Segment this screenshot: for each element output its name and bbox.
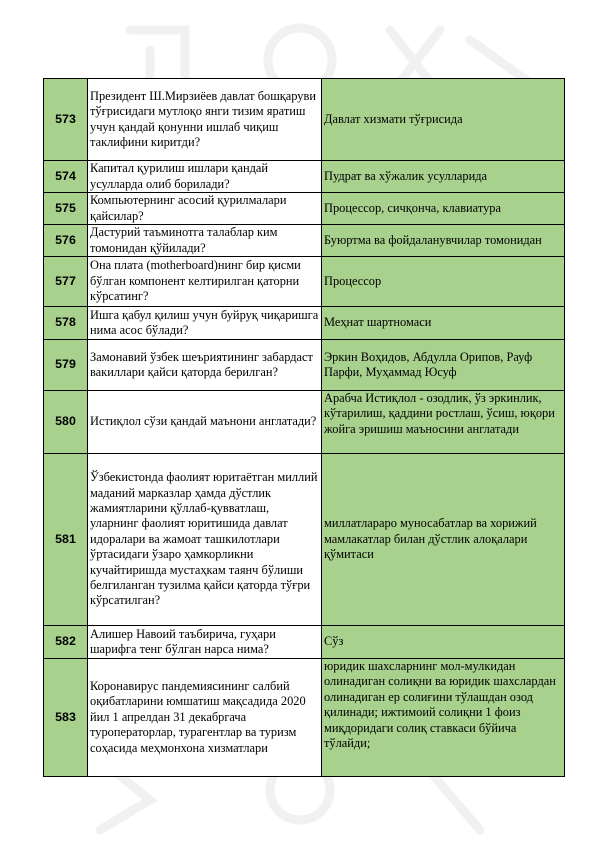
question-text: Истиқлол сўзи қандай маънони англатади?: [88, 391, 322, 454]
table-row: [44, 193, 565, 225]
table-row: [44, 454, 565, 626]
table-row: [44, 391, 565, 454]
answer-text: Давлат хизмати тўғрисида: [322, 79, 565, 161]
question-number: 577: [44, 257, 88, 307]
table-row: [44, 257, 565, 307]
question-number: 582: [44, 626, 88, 659]
table-row: [44, 626, 565, 659]
question-number: 578: [44, 307, 88, 340]
question-text: Президент Ш.Мирзиёев давлат бошқаруви тўғрисидаги мутлоқо янги тизим яратиш учун қандай қонунни ишлаб чиқиш таклифини киритди?: [88, 79, 322, 161]
question-text: Алишер Навоий таъбирича, гуҳари шарифга тенг бўлган нарса нима?: [88, 626, 322, 659]
answer-text: Сўз: [322, 626, 565, 659]
table-row: [44, 79, 565, 161]
table-row: [44, 340, 565, 391]
question-number: 573: [44, 79, 88, 161]
question-number: 583: [44, 659, 88, 777]
answer-text: юридик шахсларнинг мол-мулкидан олинадиган солиқни ва юридик шахслардан олинадиган ер солиғини тўлашдан озод қилинади; ижтимоий солиқни 1 фоиз миқдоридаги солиқ ставкаси бўйича тўлайди;: [322, 659, 565, 777]
answer-text: Эркин Воҳидов, Абдулла Орипов, Рауф Парфи, Муҳаммад Юсуф: [322, 340, 565, 391]
question-number: 575: [44, 193, 88, 225]
question-number: 574: [44, 161, 88, 193]
answer-text: Процессор: [322, 257, 565, 307]
answer-text: Арабча Истиқлол - озодлик, ўз эркинлик, кўтарилиш, қаддини ростлаш, ўсиш, юқори жойга эришиш маъносини англатади: [322, 391, 565, 454]
table-row: [44, 307, 565, 340]
question-text: Дастурий таъминотга талаблар ким томонидан қўйилади?: [88, 225, 322, 257]
question-text: Она плата (motherboard)нинг бир қисми бўлган компонент келтирилган қаторни кўрсатинг?: [88, 257, 322, 307]
table-row: [44, 659, 565, 777]
answer-text: миллатлараро муносабатлар ва хорижий мамлакатлар билан дўстлик алоқалари қўмитаси: [322, 454, 565, 626]
answer-text: Меҳнат шартномаси: [322, 307, 565, 340]
question-text: Компьютернинг асосий қурилмалари қайсилар?: [88, 193, 322, 225]
question-text: Ўзбекистонда фаолият юритаётган миллий маданий марказлар ҳамда дўстлик жамиятларини қўллаб-қувватлаш, уларнинг фаолият юритишида давлат идоралари ва жамоат ташкилотлари ўртасидаги ўзаро ҳамкорликни кучайтиришда мустаҳкам таянч бўлиши белгиланган тузилма қайси қаторда тўғри кўрсатилган?: [88, 454, 322, 626]
table-row: [44, 225, 565, 257]
question-number: 579: [44, 340, 88, 391]
answer-text: Процессор, сичқонча, клавиатура: [322, 193, 565, 225]
question-number: 576: [44, 225, 88, 257]
question-text: Замонавий ўзбек шеъриятининг забардаст вакиллари қайси қаторда берилган?: [88, 340, 322, 391]
question-text: Коронавирус пандемиясининг салбий оқибатларини юмшатиш мақсадида 2020 йил 1 апрелдан 31 декабргача туроператорлар, турагентлар ва туризм соҳасида меҳмонхона хизматлари: [88, 659, 322, 777]
answer-text: Буюртма ва фойдаланувчилар томонидан: [322, 225, 565, 257]
question-text: Капитал қурилиш ишлари қандай усулларда олиб борилади?: [88, 161, 322, 193]
question-text: Ишга қабул қилиш учун буйруқ чиқаришга нима асос бўлади?: [88, 307, 322, 340]
answer-text: Пудрат ва хўжалик усулларида: [322, 161, 565, 193]
question-number: 580: [44, 391, 88, 454]
question-number: 581: [44, 454, 88, 626]
table-row: [44, 161, 565, 193]
qa-table: [43, 78, 565, 777]
